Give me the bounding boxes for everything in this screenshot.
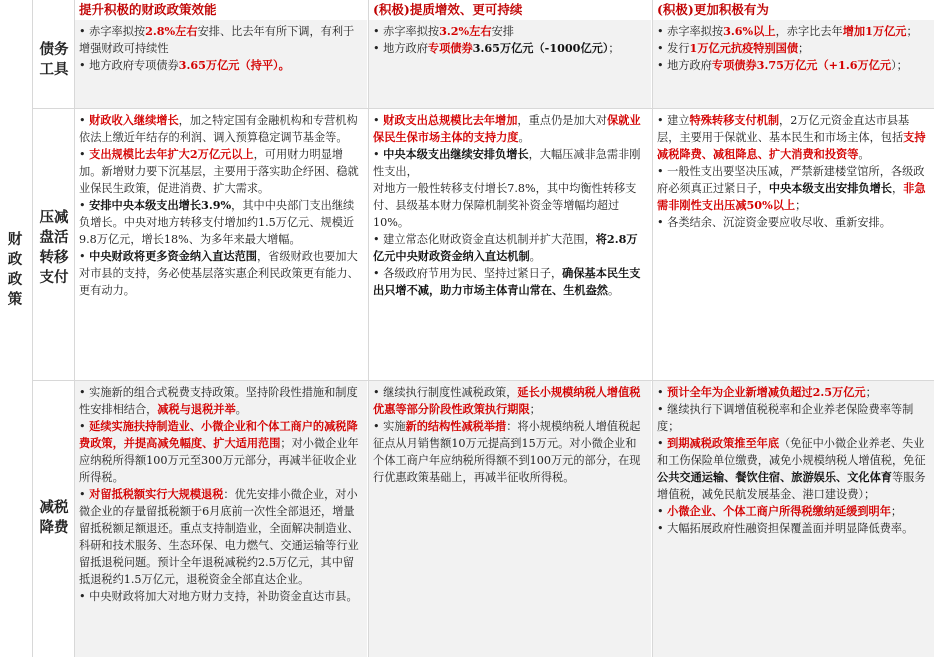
text-run: 延长小规模纳税人增值税优惠等部分阶段性政策执行期限 <box>373 385 641 416</box>
bullet-paragraph <box>79 588 363 605</box>
text-run: • <box>373 148 384 161</box>
text-run: 。 <box>529 250 541 263</box>
text-run: • 赤字率拟按 <box>373 25 440 38</box>
tax-label <box>34 498 74 538</box>
text-run: 安排 <box>491 25 514 38</box>
text-run: （免征中小微企业养老、失业和工伤保险单位缴费，减免小规模纳税人增值税，免征 <box>657 437 926 467</box>
spending-cell-1 <box>75 109 367 379</box>
text-run: • <box>657 505 668 518</box>
bullet-paragraph <box>657 384 930 401</box>
debt-cell-3 <box>653 20 934 108</box>
text-run: 将2.8万亿元中央财政资金纳入直达机制 <box>373 232 638 263</box>
text-run: ，其中中央部门支出继续负增长。中央对地方转移支付增加约1.5万亿元、规模近9.8万亿元，增长18%、为多年来最大增幅。 <box>79 199 355 246</box>
text-run: • 赤字率拟按 <box>657 25 724 38</box>
bullet-paragraph <box>79 112 363 146</box>
text-run: ，加之特定国有金融机构和专营机构依法上缴近年结存的利润、调入预算稳定调节基金等。 <box>79 114 358 144</box>
spending-cell-3 <box>653 109 934 379</box>
text-run: • 建立 <box>657 114 690 127</box>
bullet-paragraph <box>657 23 930 40</box>
text-run: • <box>657 437 668 450</box>
bullet-paragraph <box>373 231 647 265</box>
text-run: ； <box>890 505 903 518</box>
text-run: 公共交通运输、餐饮住宿、旅游娱乐、文化体育 <box>657 470 892 484</box>
bullet-paragraph <box>79 384 363 418</box>
text-run: ； <box>795 199 807 212</box>
text-run: ，大幅压减非急需非刚性支出， <box>373 148 641 178</box>
grid-line <box>33 108 934 109</box>
text-run: ； <box>906 25 918 38</box>
bullet-paragraph <box>373 23 647 40</box>
bullet-paragraph <box>657 401 930 435</box>
text-run: 专项债券 <box>427 41 473 55</box>
debt-cell-2 <box>369 20 651 108</box>
text-run: • <box>79 199 90 212</box>
text-run: ； <box>865 386 877 399</box>
text-run: • <box>79 114 90 127</box>
text-run: 1万亿元抗疫特别国债 <box>689 41 799 55</box>
text-run: 中央本级支出继续安排负增长 <box>383 147 529 161</box>
bullet-paragraph <box>657 435 930 503</box>
bullet-paragraph <box>373 418 647 486</box>
text-run: • 建立常态化财政资金直达机制并扩大范围， <box>373 233 596 246</box>
text-run: 支出规模比去年扩大2万亿元以上 <box>89 147 254 161</box>
text-run: 。 <box>518 131 530 144</box>
grid-line <box>368 0 369 657</box>
bullet-paragraph <box>657 163 930 214</box>
text-run: 等服务增值税，减免民航发展基金、港口建设费）； <box>657 471 926 501</box>
text-run: 对地方一般性转移支付增长7.8%，其中均衡性转移支付、县级基本财力保障机制奖补资金等增幅均超过10%。 <box>373 182 637 229</box>
text-run: 3.65万亿元（持平）。 <box>178 58 290 72</box>
bullet-paragraph <box>657 57 930 74</box>
text-run: • <box>657 386 668 399</box>
text-run: • 地方政府 <box>657 59 712 72</box>
text-run: ； <box>529 403 541 416</box>
spending-label <box>34 208 74 288</box>
bullet-paragraph <box>373 112 647 146</box>
grid-line <box>74 0 75 657</box>
bullet-paragraph <box>79 248 363 299</box>
text-run: • 赤字率拟按 <box>79 25 146 38</box>
text-run: 3.2%左右 <box>439 24 492 38</box>
text-run: ； <box>608 42 620 55</box>
debt-label <box>34 40 74 80</box>
text-run: 财政支出总规模比去年增加 <box>383 113 518 127</box>
text-run: • 实施新的组合式税费支持政策。坚持阶段性措施和制度性安排相结合， <box>79 386 358 416</box>
text-run: ；对小微企业年应纳税所得额100万元至300万元部分，再减半征收企业所得税。 <box>79 437 359 484</box>
text-run: • <box>79 250 90 263</box>
grid-line <box>652 0 653 657</box>
tax-cell-1 <box>75 381 367 657</box>
text-run: 。 <box>607 284 620 297</box>
text-run: • 发行 <box>657 42 690 55</box>
column-header-3: (积极)更加积极有为 <box>657 2 769 17</box>
column-header-2: (积极)提质增效、更可持续 <box>373 2 523 17</box>
text-run: ：优先安排小微企业，对小微企业的存量留抵税额于6月底前一次性全部退还，增量留抵税额足额退还。重点支持制造业，全面解决制造业、科研和技术服务、生态环保、电力燃气、交通运输等行业留抵退税问题。预计全年退税减税约2.5万亿元，其中留抵退税约1.5万亿元，退税资金全部直达企业。 <box>79 488 359 586</box>
text-run: ，赤字比去年 <box>775 25 843 38</box>
text-run: ； <box>798 42 810 55</box>
bullet-paragraph <box>657 520 930 537</box>
spending-cell-2 <box>369 109 651 379</box>
text-run: 增加1万亿元 <box>842 24 907 38</box>
bullet-paragraph <box>657 40 930 57</box>
bullet-paragraph <box>373 146 647 180</box>
bullet-paragraph <box>657 214 930 231</box>
text-run: • <box>79 148 90 161</box>
text-run: 2.8%左右 <box>145 24 198 38</box>
bullet-paragraph <box>657 112 930 163</box>
spending-label-text: 压减盘活转移支付 <box>39 209 69 286</box>
bullet-paragraph <box>657 503 930 520</box>
text-run: • 中央财政将加大对地方财力支持，补助资金直达市县。 <box>79 590 358 603</box>
text-run: • 各级政府节用为民、坚持过紧日子， <box>373 267 563 280</box>
text-run: 减税与退税并举 <box>157 402 236 416</box>
text-run: • 大幅拓展政府性融资担保覆盖面并明显降低费率。 <box>657 522 914 535</box>
bullet-paragraph <box>79 486 363 588</box>
text-run: （+1.6万亿元 <box>817 58 892 72</box>
tax-cell-2 <box>369 381 651 657</box>
text-run: 小微企业、个体工商户所得税缴纳延缓到明年 <box>667 504 891 518</box>
tax-cell-3 <box>653 381 934 657</box>
outer-label <box>0 230 30 310</box>
text-run: 3.6%以上 <box>723 24 776 38</box>
outer-label-text: 财政政策 <box>7 231 23 308</box>
text-run: 延续实施扶持制造业、小微企业和个体工商户的减税降费政策，并提高减免幅度、扩大适用范围 <box>79 419 358 450</box>
text-run: 对留抵税额实行大规模退税 <box>89 487 224 501</box>
bullet-paragraph <box>79 146 363 197</box>
text-run: ， <box>891 182 904 195</box>
text-run: • 继续执行制度性减税政策， <box>373 386 518 399</box>
text-run: 新的结构性减税举措 <box>405 419 507 433</box>
debt-cell-1 <box>75 20 367 108</box>
text-run: 预计全年为企业新增减负超过2.5万亿元 <box>667 385 866 399</box>
debt-label-text: 债务工具 <box>39 41 69 78</box>
text-run: • <box>79 488 90 501</box>
text-run: • 实施 <box>373 420 406 433</box>
text-run: 3.65万亿元（-1000亿元） <box>472 41 609 55</box>
text-run: • 一般性支出要坚决压减，严禁新建楼堂馆所，各级政府必须真正过紧日子， <box>657 165 925 195</box>
bullet-paragraph <box>373 40 647 57</box>
text-run: 财政收入继续增长 <box>89 113 179 127</box>
text-run: 支持减税降费、减租降息、扩大消费和投资等 <box>657 130 926 161</box>
text-run: 中央本级支出安排负增长 <box>768 181 892 195</box>
text-run: ，可用财力明显增加。新增财力要下沉基层，主要用于落实助企纾困、稳就业保民生政策，促进消费、扩大需求。 <box>79 148 359 195</box>
text-run: ，省级财政也要加大对市县的支持，务必使基层落实惠企利民政策更有能力、更有动力。 <box>79 250 359 297</box>
bullet-paragraph <box>373 265 647 299</box>
bullet-paragraph <box>373 384 647 418</box>
text-run: 安排中央本级支出增长3.9% <box>89 198 232 212</box>
text-run: • 继续执行下调增值税税率和企业养老保险费率等制度； <box>657 403 914 433</box>
text-run: 非急需非刚性支出压减50%以上 <box>657 181 926 212</box>
text-run: 安排、比去年有所下调，有利于增强财政可持续性 <box>79 25 355 55</box>
text-run: ，2万亿元资金直达市县基层，主要用于保就业、基本民生和市场主体，包括 <box>657 114 910 144</box>
text-run: ，重点仍是加大对 <box>517 114 607 127</box>
bullet-paragraph <box>373 180 647 231</box>
text-run: 到期减税政策推至年底 <box>667 436 780 450</box>
bullet-paragraph <box>79 197 363 248</box>
text-run: • <box>373 114 384 127</box>
text-run: 中央财政将更多资金纳入直达范围 <box>89 249 257 263</box>
tax-label-text: 减税降费 <box>39 499 69 536</box>
text-run: ：将小规模纳税人增值税起征点从月销售额10万元提高到15万元。对小微企业和个体工商户年应纳税所得额不到100万元的部分，在现行优惠政策基础上，再减半征收所得税。 <box>373 420 641 484</box>
column-header-1: 提升积极的财政政策效能 <box>79 2 217 17</box>
grid-line <box>33 380 934 381</box>
text-run: 特殊转移支付机制 <box>689 113 780 127</box>
text-run: 。 <box>235 403 247 416</box>
text-run: • 地方政府 <box>373 42 428 55</box>
bullet-paragraph <box>79 23 363 57</box>
text-run: 。 <box>858 148 870 161</box>
bullet-paragraph <box>79 418 363 486</box>
text-run: • 各类结余、沉淀资金要应收尽收、重新安排。 <box>657 216 891 229</box>
text-run: 保就业保民生保市场主体的支持力度 <box>373 113 641 144</box>
text-run: • <box>79 420 90 433</box>
text-run: • 地方政府专项债券 <box>79 59 179 72</box>
grid-line <box>32 0 33 657</box>
bullet-paragraph <box>79 57 363 74</box>
text-run: ）； <box>891 59 908 72</box>
text-run: 专项债券3.75万亿元 <box>711 58 818 72</box>
text-run: 确保基本民生支出只增不减，助力市场主体青山常在、生机盎然 <box>373 266 641 297</box>
